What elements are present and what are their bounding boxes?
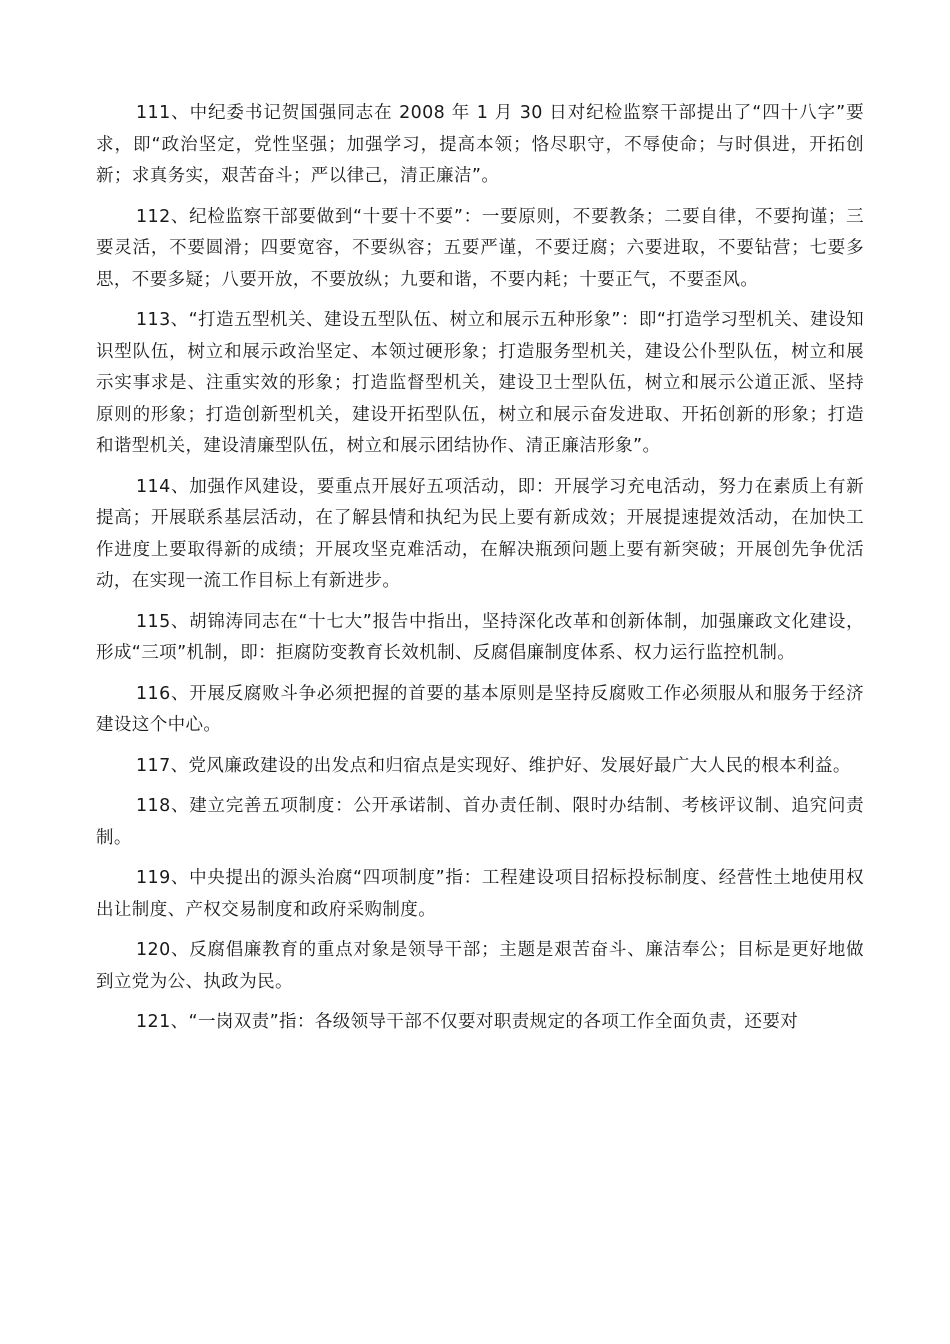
paragraph-112: 112、纪检监察干部要做到“十要十不要”：一要原则，不要教条；二要自律，不要拘谨；三要灵活，不要圆滑；四要宽容，不要纵容；五要严谨，不要迂腐；六要进取，不要钻营；七要多思，不要多疑；八要开放，不要放纵；九要和谐，不要内耗；十要正气，不要歪风。 <box>96 206 864 290</box>
paragraph-111: 111、中纪委书记贺国强同志在 2008 年 1 月 30 日对纪检监察干部提出了“四十八字”要求，即“政治坚定，党性坚强；加强学习，提高本领；恪尽职守，不辱使命；与时俱进，开拓创新；求真务实，艰苦奋斗；严以律己，清正廉洁”。 <box>96 103 864 186</box>
paragraph-113: 113、“打造五型机关、建设五型队伍、树立和展示五种形象”：即“打造学习型机关、建设知识型队伍，树立和展示政治坚定、本领过硬形象；打造服务型机关，建设公仆型队伍，树立和展示实事求是、注重实效的形象；打造监督型机关，建设卫士型队伍，树立和展示公道正派、坚持原则的形象；打造创新型机关，建设开拓型队伍，树立和展示奋发进取、开拓创新的形象；打造和谐型机关，建设清廉型队伍，树立和展示团结协作、清正廉洁形象”。 <box>96 310 864 456</box>
paragraph-121: 121、“一岗双责”指：各级领导干部不仅要对职责规定的各项工作全面负责，还要对 <box>136 1012 799 1032</box>
document-page <box>96 98 864 1048</box>
paragraph-116: 116、开展反腐败斗争必须把握的首要的基本原则是坚持反腐败工作必须服从和服务于经济建设这个中心。 <box>96 683 864 735</box>
paragraph-117: 117、党风廉政建设的出发点和归宿点是实现好、维护好、发展好最广大人民的根本利益。 <box>136 755 851 776</box>
paragraph-120: 120、反腐倡廉教育的重点对象是领导干部；主题是艰苦奋斗、廉洁奉公；目标是更好地做到立党为公、执政为民。 <box>96 940 864 992</box>
paragraph-119: 119、中央提出的源头治腐“四项制度”指：工程建设项目招标投标制度、经营性土地使用权出让制度、产权交易制度和政府采购制度。 <box>96 868 864 920</box>
paragraph-118: 118、建立完善五项制度：公开承诺制、首办责任制、限时办结制、考核评议制、追究问责制。 <box>96 796 864 848</box>
paragraph-114: 114、加强作风建设，要重点开展好五项活动，即：开展学习充电活动，努力在素质上有新提高；开展联系基层活动，在了解县情和执纪为民上要有新成效；开展提速提效活动，在加快工作进度上要取得新的成绩；开展攻坚克难活动，在解决瓶颈问题上要有新突破；开展创先争优活动，在实现一流工作目标上有新进步。 <box>96 476 864 591</box>
paragraph-115: 115、胡锦涛同志在“十七大”报告中指出，坚持深化改革和创新体制，加强廉政文化建设，形成“三项”机制，即：拒腐防变教育长效机制、反腐倡廉制度体系、权力运行监控机制。 <box>96 611 864 663</box>
